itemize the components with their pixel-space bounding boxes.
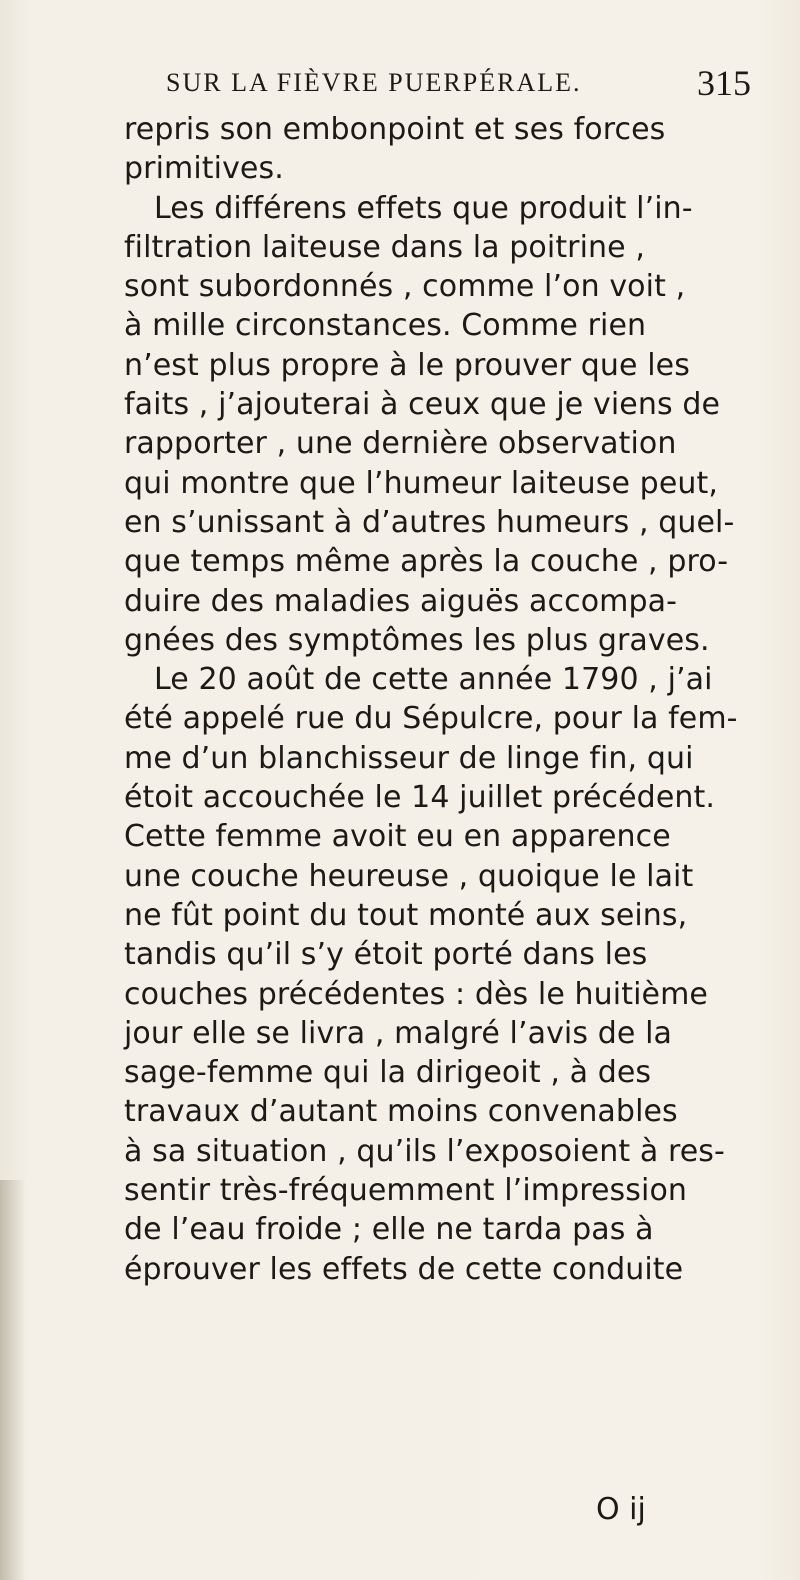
text-line: repris son embonpoint et ses forces <box>124 112 666 147</box>
text-line: à mille circonstances. Comme rien <box>124 308 647 344</box>
text-line: me d’un blanchisseur de linge fin, qui <box>124 740 694 776</box>
text-line: duire des maladies aiguës accompa- <box>124 583 678 619</box>
signature-mark: O ij <box>596 1492 646 1527</box>
text-line: Cette femme avoit eu en apparence <box>124 819 671 855</box>
text-line: ne fût point du tout monté aux seins, <box>124 897 688 933</box>
text-line: couches précédentes : dès le huitième <box>124 976 708 1012</box>
text-line: rapporter , une dernière observation <box>124 426 677 462</box>
text-line: à sa situation , qu’ils l’exposoient à res- <box>124 1133 725 1169</box>
text-line: travaux d’autant moins convenables <box>124 1094 678 1130</box>
text-line: éprouver les effets de cette conduite <box>124 1251 684 1287</box>
text-line: une couche heureuse , quoique le lait <box>124 858 694 894</box>
text-line: filtration laiteuse dans la poitrine , <box>124 229 645 265</box>
text-line: jour elle se livra , malgré l’avis de la <box>124 1015 672 1051</box>
text-line: gnées des symptômes les plus graves. <box>124 622 710 658</box>
text-line: de l’eau froide ; elle ne tarda pas à <box>124 1212 654 1248</box>
text-line: étoit accouchée le 14 juillet précédent. <box>124 780 715 816</box>
text-line: sentir très-fréquemment l’impression <box>124 1173 688 1209</box>
text-line: sage-femme qui la dirigeoit , à des <box>124 1055 652 1091</box>
running-head: SUR LA FIÈVRE PUERPÉRALE. <box>166 68 582 97</box>
body-text <box>124 110 764 1289</box>
binding-shadow <box>0 1180 26 1580</box>
text-line: sont subordonnés , comme l’on voit , <box>124 269 686 305</box>
text-line: tandis qu’il s’y étoit porté dans les <box>124 937 648 973</box>
text-line: qui montre que l’humeur laiteuse peut, <box>124 465 718 501</box>
text-line: Les différens effets que produit l’in- <box>154 190 693 226</box>
text-line: Le 20 août de cette année 1790 , j’ai <box>154 662 713 698</box>
text-line: en s’unissant à d’autres humeurs , quel- <box>124 504 735 540</box>
text-line: faits , j’ajouterai à ceux que je viens de <box>124 387 721 423</box>
text-line: primitives. <box>124 151 284 187</box>
text-line: été appelé rue du Sépulcre, pour la fem- <box>124 701 738 737</box>
text-line: que temps même après la couche , pro- <box>124 544 729 580</box>
page-number: 315 <box>697 63 751 103</box>
text-line: n’est plus propre à le prouver que les <box>124 347 690 383</box>
page-header <box>166 60 751 106</box>
